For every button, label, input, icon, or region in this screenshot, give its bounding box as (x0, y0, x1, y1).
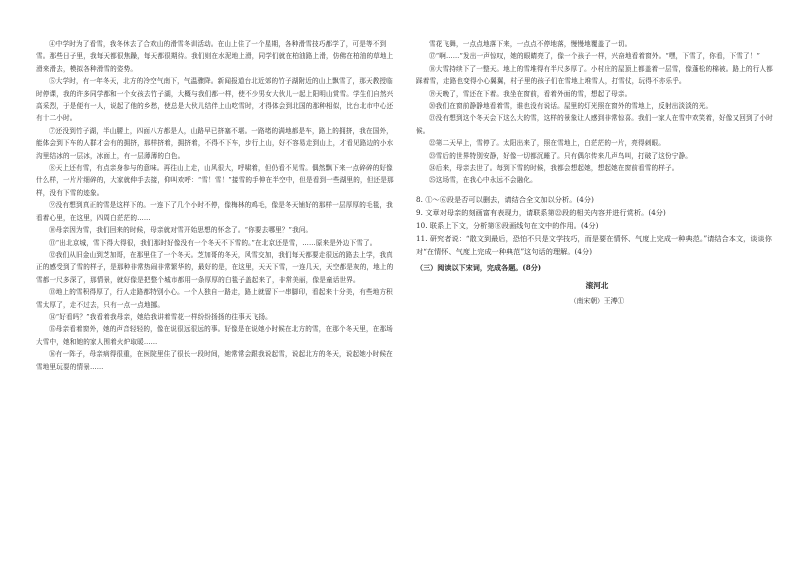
paragraph: ㉑没有想到这个冬天会下这么大的雪，这样的景象让人感到非常惊喜。我们一家人在雪中欢笑着，好像又回到了小时候。 (416, 114, 773, 135)
paragraph: ⑬地上的雪积得厚了，行人走路都特别小心。一个人独自一路走，路上就留下一串脚印，看起来十分美，有些地方积雪太厚了，走不过去，只有一点一点地挪。 (36, 288, 393, 309)
paragraph: ⑲天晚了，雪还在下着。我坐在窗前，看着外面的雪，想起了母亲。 (429, 89, 632, 98)
question: 10. 联系上下文，分析第⑧段画线句在文中的作用。(4分) (416, 220, 599, 230)
paragraph: ⑭“好看吗？”我看着我母亲，她给我讲着雪花一样纷纷扬扬的往事天飞扬。 (49, 312, 272, 321)
question: 8. ①～⑥段是否可以删去，请结合全文加以分析。(4分) (416, 194, 594, 204)
paragraph: ㉕这场雪，在我心中永远不会融化。 (429, 176, 537, 185)
poem-title: 滚河北 (585, 280, 609, 290)
section-heading: （三）阅读以下宋词，完成各题。(8分) (416, 262, 542, 272)
question: 11. 研究者说：“散文到最后，恐怕不只是文学技巧，而是要在情怀、气度上完成一种典范。”请结合本文，谈谈你对“在情怀、气度上完成一种典范”这句话的理解。(4分) (416, 233, 772, 256)
left-column (36, 38, 398, 373)
paragraph: ⑰“啊……”发出一声惊叹，她的眼睛亮了，像一个孩子一样，兴奋地看着窗外。“嘿，下雪了，你看，下雪了！” (429, 52, 761, 61)
right-paragraphs (416, 38, 778, 187)
paragraph: ㉓雪后的世界特别安静，好像一切都沉睡了。只有偶尔传来几声鸟叫，打破了这份宁静。 (429, 151, 693, 160)
left-paragraphs (36, 38, 398, 373)
paragraph: ④中学时为了看雪，我冬休去了合欢山的滑雪冬训活动。在山上住了一个星期，各种滑雪技巧都学了，可是等不到雪。那些日子里，我每天都很焦躁，每天都很期待。我们则在水泥地上滑，同学们就在柏油路上滑，仿佛在柏油的草地上滑来滑去，模拟各种滑雪的姿势。 (36, 40, 394, 73)
paragraph: 雪花飞舞，一点点地落下来，一点点不停地落，慢慢地覆盖了一切。 (429, 40, 632, 48)
paragraph: ⑫我们从旧金山到芝加哥，在那里住了一个冬天。芝加哥的冬天，风雪交加，我们每天都要走很远的路去上学，我真正的感受到了雪的样子，是那种非常热闹非常繁华的，最好的是，在这里，天天下雪，一连几天，天空都是灰的，地上的雪都一尺多深了，那情景，就好像是把整个城市都用一条厚厚的白毯子盖起来了，非常美丽，像是童话世界。 (36, 250, 394, 284)
paragraph: ⑩母亲因为雪，我们回来的时候，母亲就对雪开始思想的怀念了。“你要去哪里？”我问。 (49, 226, 313, 235)
paragraph: ㉔后来，母亲去世了。每到下雪的时候，我都会想起她，想起她在窗前看雪的样子。 (429, 164, 679, 173)
paragraph: ⑤大学时，有一年冬天，北方的冷空气南下，气温骤降。新闻报道台北近郊的竹子湖附近的山上飘雪了，那天教授临时停课，我的许多同学都和一个女孩去竹子湖，大概与我们都一样，使不少男女大伙儿一起上阳明山赏雪。学生们自然兴高采烈，于是便有一人，说起了他的乡愁，使总是大伙儿结伴上山吃雪时，才得体会到北国的那种相似，比台北市中心还有十二小时。 (36, 77, 394, 123)
question: 9. 文章对母亲的刻画富有表现力，请联系第㉒段的相关内容并进行赏析。(4分) (416, 207, 666, 217)
paragraph: ⑦还没到竹子湖，半山腰上，四面八方都是人，山路早已挤塞不堪。一路堵的满地都是车，路上的拥挤，我在国外，能体会到下车的人群才会有的拥挤，那样挤着，拥挤着，不得不下车，步行上山，好不容易走到山上，才看见路边的小水沟里结冰的一层冰，冰面上，有一层薄薄的白色。 (36, 126, 394, 160)
paragraph: ⑨没有想到真正的雪是这样下的。一连下了几个小时不停，像梅林的鸡毛，像是冬天铺好的那样一层厚厚的毛毯，我看着心里，在这里，四周白茫茫的…… (36, 201, 393, 222)
right-column (416, 38, 778, 308)
paragraph: ⑮母亲看着窗外，她的声音轻轻的，像在说很远很远的事。好像是在说她小时候在北方的雪，在那个冬天里，在那场大雪中，她和她的家人围着火炉取暖…… (36, 325, 393, 346)
paragraph: ㉒第二天早上，雪停了。太阳出来了，照在雪地上，白茫茫的一片，亮得刺眼。 (429, 139, 666, 148)
paragraph: ⑧天上还有雪，有点亲身参与的意味。再往山上走，山风很大，呼啸着，但仍看不见雪。偶然飘下来一点碎碎的好像什么样，一片片细碎的，大家就伸手去接，仰叫欢呼：“雪！雪！”接雪的手伸在半空中，但是看到一些湖里的，但还是那样，没有下雪的迹象。 (36, 164, 394, 197)
question-list (416, 193, 778, 258)
paragraph: ⑯有一阵子，母亲病得很重，在医院里住了很长一段时间，她常常会跟我说起雪，说起北方的冬天，说起她小时候在雪地里玩耍的情景…… (36, 350, 393, 371)
poem-author: （南宋朝）王溥① (569, 296, 625, 305)
paragraph: ⑪“出北京城，雪下得大得很，我们那时好像没有一个冬天不下雪的。”在北京还是雪，……原来是外边下雪了。 (49, 238, 377, 247)
paragraph: ⑳我们在窗前静静地看着雪，谁也没有说话。屋里的灯光照在窗外的雪地上，反射出淡淡的光。 (429, 102, 713, 111)
paragraph: ⑱大雪持续下了一整天。地上的雪堆得有半尺多厚了。小村庄的屋顶上都盖着一层雪，像蓬松的棉被。路上的行人都踩着雪，走路也变得小心翼翼，村子里的孩子们在雪地上堆雪人，打雪仗，玩得不亦乐乎。 (416, 64, 773, 86)
